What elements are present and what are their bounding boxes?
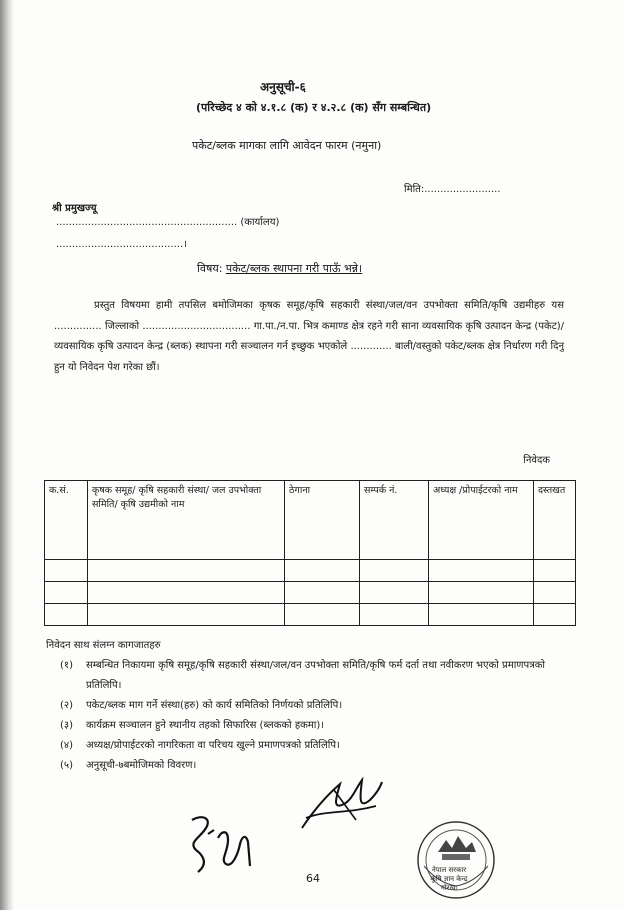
table-header-row — [45, 481, 576, 560]
table-header: दस्तखत — [534, 481, 576, 560]
list-item-text: कार्यक्रम सञ्चालन हुने स्थानीय तहको सिफारिस (ब्लकको हकमा)। — [86, 720, 325, 731]
attachments-list — [60, 656, 560, 776]
attachments-title: निवेदन साथ संलग्न कागजातहरु — [46, 640, 161, 651]
body-paragraph — [54, 296, 564, 378]
list-item-text: सम्बन्धित निकायमा कृषि समूह/कृषि सहकारी संस्था/जल/वन उपभोक्ता समिति/कृषि फर्म दर्ता तथा नवीकरण भएको प्रमाणपत्रको प्रतिलिपि। — [86, 660, 545, 691]
seal-text — [384, 866, 514, 893]
list-item-number: (३) — [60, 720, 74, 731]
addressee-title: श्री प्रमुखज्यू — [52, 203, 97, 214]
seal-line-3: गोरखा — [440, 884, 458, 892]
applicant-table — [44, 480, 576, 626]
list-item-number: (१) — [60, 660, 74, 671]
signature-center — [296, 770, 386, 840]
table-header: सम्पर्क नं. — [360, 481, 429, 560]
table-header: क.सं. — [45, 481, 88, 560]
seal-line-2: कृषि ज्ञान केन्द्र — [430, 875, 468, 883]
list-item — [60, 696, 560, 716]
table-header: ठेगाना — [285, 481, 360, 560]
form-title: पकेट/ब्लक मागका लागि आवेदन फारम (नमुना) — [192, 139, 382, 152]
list-item-text: अध्यक्ष/प्रोपाईटरको नागरिकता वा परिचय खुल्ने प्रमाणपत्रको प्रतिलिपि। — [86, 740, 340, 751]
date-field: मिति:........................ — [404, 184, 501, 195]
list-item-number: (५) — [60, 760, 74, 771]
list-item — [60, 656, 560, 696]
list-item — [60, 736, 560, 756]
subject-text: पकेट/ब्लक स्थापना गरी पाऊँ भन्ने। — [225, 262, 363, 275]
table-row — [45, 582, 576, 604]
applicant-label: निवेदक — [523, 455, 550, 466]
table-row — [45, 560, 576, 582]
body-text: प्रस्तुत विषयमा हामी तपसिल बमोजिमका कृषक समूह/कृषि सहकारी संस्था/जल/वन उपभोक्ता समिति/कृषि उद्यमीहरु यस ............... जिल्लाको .................................. गा.पा./न.पा. भित्र कमाण्ड क्षेत्र रहने गरी साना व्यवसायिक कृषि उत्पादन केन्द्र (पकेट)/ व्यवसायिक कृषि उत्पादन केन्द्र (ब्लक) स्थापना गरी सञ्चालन गर्न इच्छुक भएकोले ............. बाली/वस्तुको पकेट/ब्लक क्षेत्र निर्धारण गरी दिनु हुन यो निवेदन पेश गरेका छौं। — [54, 300, 564, 373]
list-item-text: पकेट/ब्लक माग गर्ने संस्था(हरु) को कार्य समितिको निर्णयको प्रतिलिपि। — [86, 700, 343, 711]
schedule-heading: अनुसूची-६ — [260, 80, 306, 94]
addressee-line2: ........................................। — [56, 239, 187, 250]
table-row — [45, 604, 576, 626]
list-item-number: (४) — [60, 740, 74, 751]
table-header: कृषक समूह/ कृषि सहकारी संस्था/ जल उपभोक्ता समिति/ कृषि उद्यमीको नाम — [88, 481, 285, 560]
table-header: अध्यक्ष /प्रोपाईटरको नाम — [429, 481, 534, 560]
seal-line-1: नेपाल सरकार — [431, 866, 467, 874]
page-number: 64 — [306, 872, 320, 885]
list-item-text: अनुसूची-७बमोजिमको विवरण। — [86, 760, 197, 771]
reference-heading: (परिच्छेद ४ को ४.१.८ (क) र ४.२.८ (क) सँग सम्बन्धित) — [196, 101, 432, 114]
subject-label: विषय: — [197, 262, 223, 275]
list-item-number: (२) — [60, 700, 74, 711]
list-item — [60, 716, 560, 736]
addressee-office: ......................................................... (कार्यालय) — [56, 217, 280, 228]
signature-left — [178, 808, 262, 880]
subject-line — [197, 261, 362, 276]
